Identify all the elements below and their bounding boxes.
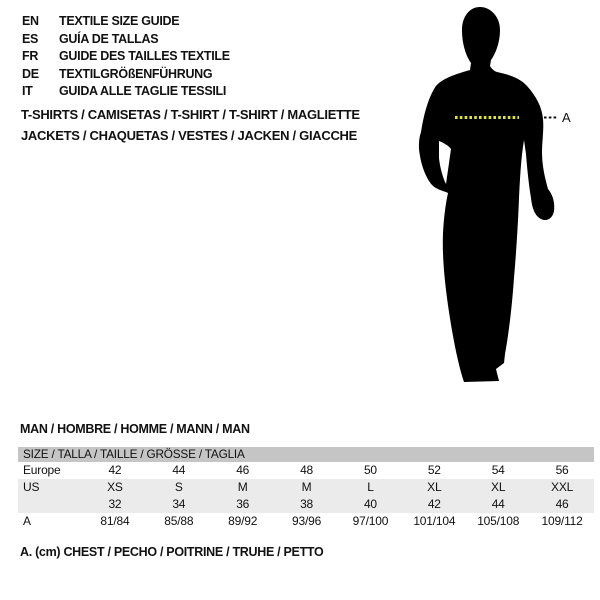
table-row-us — [18, 479, 594, 496]
language-row-es — [22, 31, 230, 49]
language-code: IT — [22, 84, 33, 99]
table-cell: XL — [427, 480, 442, 494]
table-cell: M — [237, 480, 248, 494]
row-label: A — [23, 514, 31, 528]
man-silhouette-figure — [400, 0, 585, 400]
table-cell: 105/108 — [477, 514, 520, 528]
table-cell: 46 — [236, 463, 250, 477]
category-tshirts: T-SHIRTS / CAMISETAS / T-SHIRT / T-SHIRT / MAGLIETTE — [21, 107, 360, 122]
row-label: Europe — [23, 463, 61, 477]
category-jackets: JACKETS / CHAQUETAS / VESTES / JACKEN / GIACCHE — [21, 128, 357, 143]
man-silhouette-svg — [400, 0, 585, 400]
language-label: TEXTILGRÖßENFÜHRUNG — [59, 66, 213, 81]
language-code: FR — [22, 49, 39, 64]
table-cell: 36 — [236, 497, 250, 511]
measure-label-a: A — [562, 110, 571, 125]
table-cell: 42 — [108, 463, 122, 477]
table-cell: 89/92 — [228, 514, 258, 528]
table-row-chest-a — [18, 513, 594, 530]
size-table-header: SIZE / TALLA / TAILLE / GRÖSSE / TAGLIA — [18, 447, 594, 462]
language-row-de — [22, 66, 230, 84]
table-row-europe — [18, 462, 594, 479]
table-cell: 54 — [491, 463, 505, 477]
table-cell: 101/104 — [413, 514, 456, 528]
language-label: GUÍA DE TALLAS — [59, 31, 159, 46]
language-code: DE — [22, 66, 39, 81]
language-row-it — [22, 83, 230, 101]
table-cell: 109/112 — [541, 514, 583, 528]
language-code: ES — [22, 31, 39, 46]
language-row-fr — [22, 48, 230, 66]
table-cell: 44 — [172, 463, 186, 477]
table-cell: 46 — [555, 497, 569, 511]
table-cell: M — [301, 480, 312, 494]
language-label: GUIDA ALLE TAGLIE TESSILI — [59, 84, 227, 99]
table-cell: 44 — [491, 497, 505, 511]
row-label — [18, 496, 83, 513]
footnote-chest: A. (cm) CHEST / PECHO / POITRINE / TRUHE / PETTO — [20, 545, 324, 559]
table-cell: 85/88 — [164, 514, 194, 528]
table-cell: 56 — [555, 463, 569, 477]
table-cell: 32 — [108, 497, 122, 511]
table-cell: 34 — [172, 497, 186, 511]
table-cell: 48 — [300, 463, 314, 477]
section-title-man: MAN / HOMBRE / HOMME / MANN / MAN — [20, 422, 250, 436]
table-cell: 38 — [300, 497, 314, 511]
language-list — [22, 13, 230, 101]
language-row-en — [22, 13, 230, 31]
table-cell: 52 — [427, 463, 441, 477]
table-cell: L — [367, 480, 374, 494]
language-code: EN — [22, 14, 39, 28]
table-cell: 93/96 — [292, 514, 322, 528]
table-cell: 42 — [427, 497, 441, 511]
table-cell: XL — [491, 480, 506, 494]
table-cell: XS — [107, 480, 123, 494]
table-cell: 81/84 — [100, 514, 130, 528]
table-row-alt-sizes — [18, 496, 594, 513]
table-cell: XXL — [551, 480, 574, 494]
table-cell: 40 — [363, 497, 377, 511]
language-label: TEXTILE SIZE GUIDE — [59, 14, 180, 28]
category-list — [21, 104, 360, 146]
table-cell: 97/100 — [352, 514, 389, 528]
table-cell: 50 — [363, 463, 377, 477]
language-label: GUIDE DES TAILLES TEXTILE — [59, 49, 230, 64]
row-label: US — [23, 480, 40, 494]
table-cell: S — [174, 480, 183, 494]
size-table — [18, 447, 594, 530]
man-silhouette-shape — [419, 7, 554, 382]
